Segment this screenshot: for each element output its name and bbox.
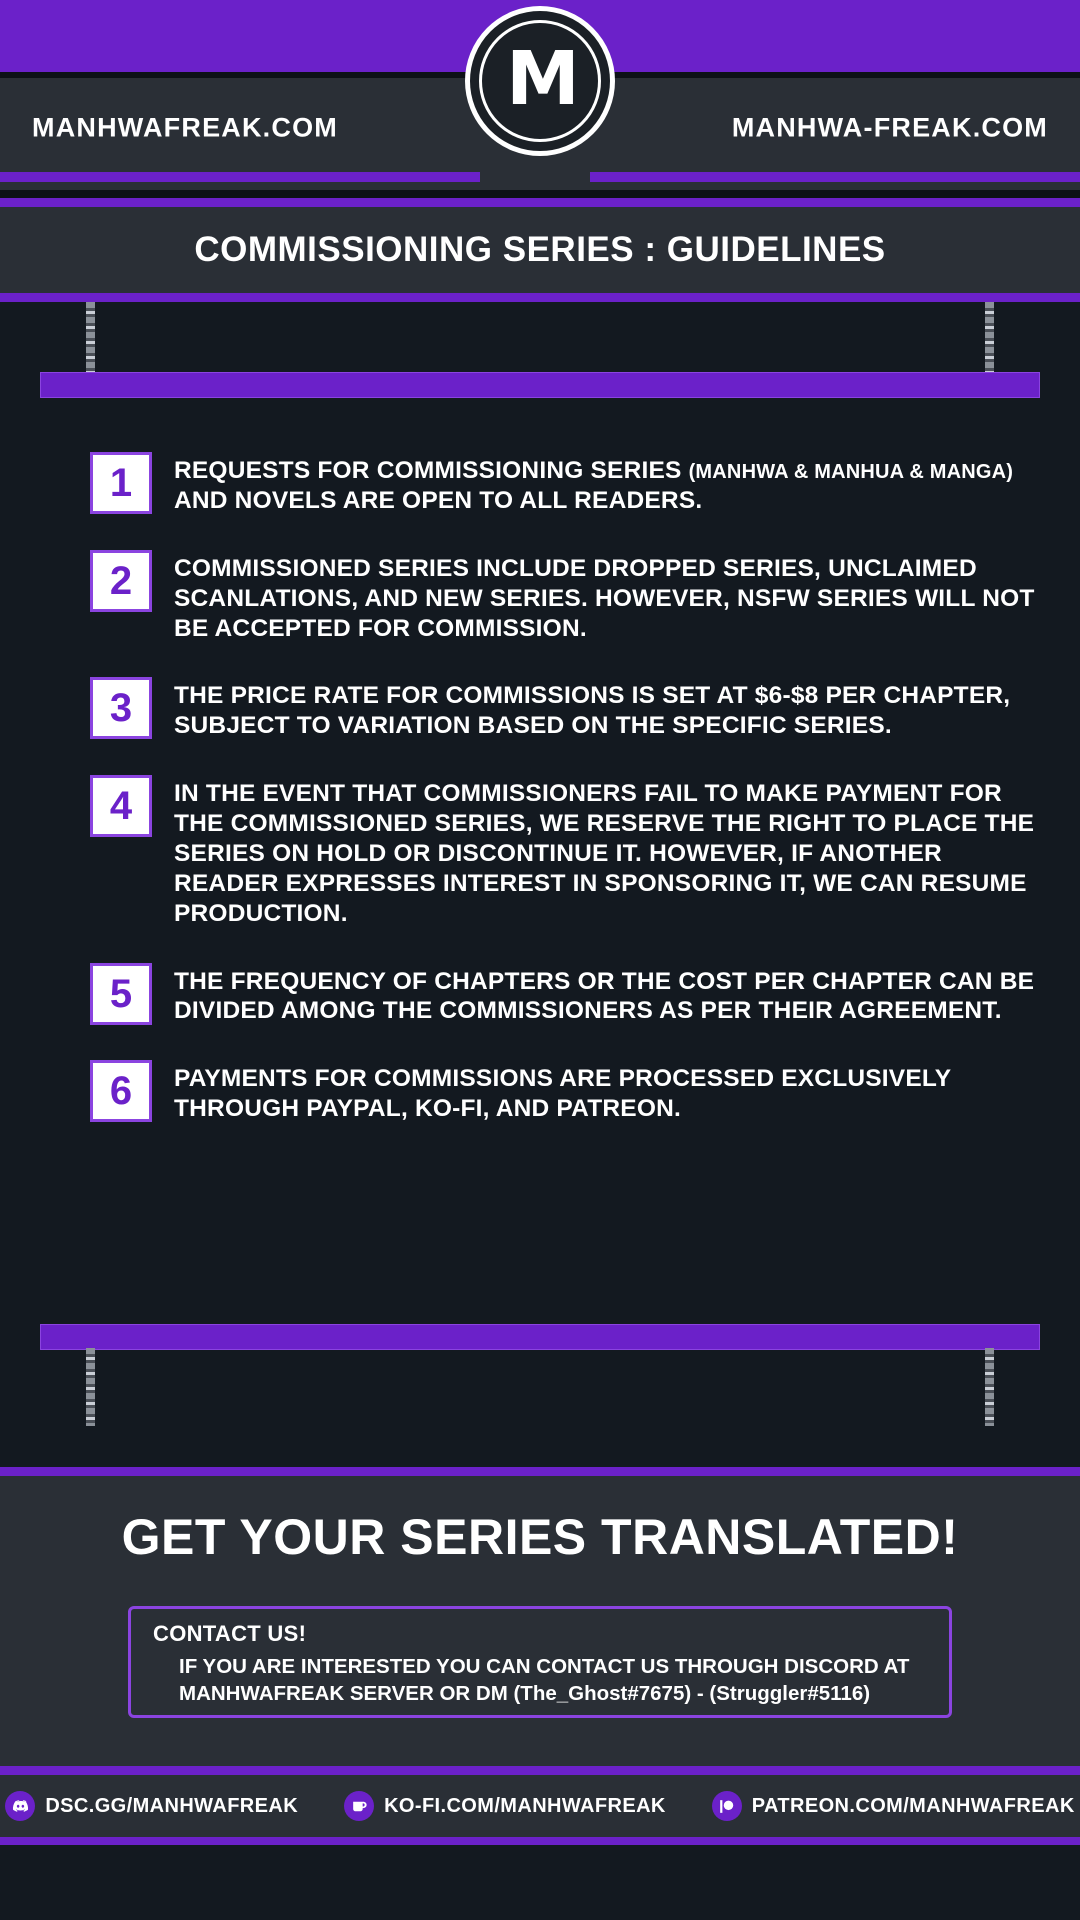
contact-title: CONTACT US! <box>153 1621 307 1646</box>
cta-headline: GET YOUR SERIES TRANSLATED! <box>121 1509 959 1565</box>
social-label: DSC.GG/MANHWAFREAK <box>45 1794 299 1817</box>
rule-text: THE FREQUENCY OF CHAPTERS OR THE COST PER CHAPTER CAN BE DIVIDED AMONG THE COMMISSIONERS AS PER THEIR AGREEMENT. <box>174 967 1035 1025</box>
rule-text: COMMISSIONED SERIES INCLUDE DROPPED SERIES, UNCLAIMED SCANLATIONS, AND NEW SERIES. HOWEVER, NSFW SERIES WILL NOT BE ACCEPTED FOR COMMISSION. <box>174 554 1035 642</box>
social-link-discord[interactable] <box>5 1791 298 1821</box>
logo <box>465 6 615 156</box>
bottom-purple-strip <box>0 1837 1080 1845</box>
rule-text <box>174 452 1050 516</box>
underline-right <box>590 172 1080 182</box>
logo-outer-ring <box>465 6 615 156</box>
social-label: PATREON.COM/MANHWAFREAK <box>751 1794 1075 1817</box>
rule-number: 4 <box>90 775 152 837</box>
title-rule-top <box>0 198 1080 207</box>
hanging-bar-bottom <box>40 1324 1040 1350</box>
list-item <box>90 550 1050 644</box>
rule-text: IN THE EVENT THAT COMMISSIONERS FAIL TO MAKE PAYMENT FOR THE COMMISSIONED SERIES, WE RESERVE THE RIGHT TO PLACE THE SERIES ON HOLD OR DISCONTINUE IT. HOWEVER, IF ANOTHER READER EXPRESSES INTEREST IN SPONSORING IT, WE CAN RESUME PRODUCTION. <box>174 780 1035 927</box>
chain-bottom-left <box>86 1348 95 1426</box>
rule-text: PAYMENTS FOR COMMISSIONS ARE PROCESSED EXCLUSIVELY THROUGH PAYPAL, KO-FI, AND PATREON. <box>174 1065 951 1123</box>
list-item <box>90 1060 1050 1124</box>
cta-rule-top <box>0 1467 1080 1476</box>
cta-rule-bottom <box>0 1766 1080 1775</box>
social-link-patreon[interactable] <box>712 1791 1075 1821</box>
site-name-left: MANHWAFREAK.COM <box>32 112 338 143</box>
rule-number: 5 <box>90 963 152 1025</box>
title-rule-bottom <box>0 293 1080 302</box>
hanging-bar-top <box>40 372 1040 398</box>
rules-list <box>0 452 1080 1158</box>
list-item <box>90 452 1050 516</box>
title-bar <box>0 207 1080 293</box>
contact-body: IF YOU ARE INTERESTED YOU CAN CONTACT US THROUGH DISCORD AT MANHWAFREAK SERVER OR DM (The_Ghost#7675) - (Struggler#5116) <box>179 1655 910 1706</box>
rule-text-small: (MANHWA & MANHUA & MANGA) <box>688 461 1014 483</box>
rule-text: THE PRICE RATE FOR COMMISSIONS IS SET AT $6-$8 PER CHAPTER, SUBJECT TO VARIATION BASED ON THE SPECIFIC SERIES. <box>174 682 1011 740</box>
underline-left <box>0 172 480 182</box>
rule-text-rest: AND NOVELS ARE OPEN TO ALL READERS. <box>174 486 703 514</box>
title-gap <box>0 190 1080 198</box>
social-link-kofi[interactable] <box>344 1791 666 1821</box>
top-banner <box>0 0 1080 190</box>
contact-box <box>128 1606 952 1718</box>
logo-mark-icon: M <box>506 36 574 122</box>
site-name-right: MANHWA-FREAK.COM <box>731 112 1048 143</box>
patreon-icon <box>712 1791 742 1821</box>
list-item <box>90 775 1050 928</box>
rule-number: 1 <box>90 452 152 514</box>
rule-number: 6 <box>90 1060 152 1122</box>
chain-top-right <box>985 302 994 380</box>
list-item <box>90 677 1050 741</box>
rule-text-main: REQUESTS FOR COMMISSIONING SERIES <box>174 457 689 484</box>
guidelines-body <box>0 302 1080 1467</box>
social-label: KO-FI.COM/MANHWAFREAK <box>384 1794 666 1817</box>
discord-icon <box>5 1791 35 1821</box>
chain-top-left <box>86 302 95 380</box>
cta-section <box>0 1476 1080 1766</box>
social-bar <box>0 1775 1080 1837</box>
rule-number: 3 <box>90 677 152 739</box>
kofi-icon <box>344 1791 374 1821</box>
list-item <box>90 963 1050 1027</box>
chain-bottom-right <box>985 1348 994 1426</box>
page-title: COMMISSIONING SERIES : GUIDELINES <box>194 230 886 269</box>
rule-number: 2 <box>90 550 152 612</box>
